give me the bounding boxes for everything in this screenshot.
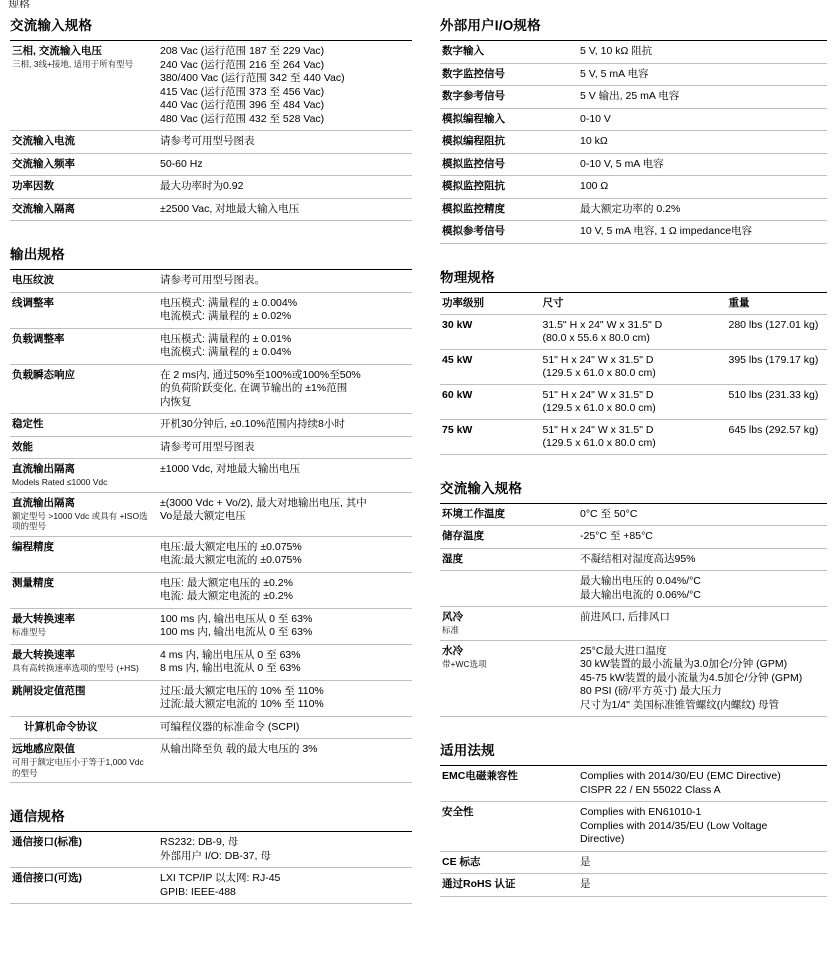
row-label <box>440 176 578 199</box>
row-value <box>158 198 412 221</box>
row-label-text: 交流输入频率 <box>12 157 75 170</box>
table-row <box>440 153 827 176</box>
row-label <box>10 292 158 328</box>
table-row <box>10 328 412 364</box>
table-row <box>440 384 827 419</box>
value-line: 请参考可用型号图表 <box>160 440 255 453</box>
row-value <box>158 328 412 364</box>
cell-power: 30 kW <box>440 314 541 349</box>
cell-dimensions <box>541 419 727 454</box>
row-value <box>578 131 827 154</box>
table-row <box>10 436 412 459</box>
row-label <box>440 41 578 64</box>
value-line: (129.5 x 61.0 x 80.0 cm) <box>542 436 656 449</box>
row-label-text: 环境工作温度 <box>442 507 505 520</box>
table-row <box>10 41 412 131</box>
row-label <box>10 459 158 493</box>
table-row <box>440 503 827 526</box>
row-label <box>440 640 578 717</box>
row-value <box>158 176 412 199</box>
row-value <box>158 41 412 131</box>
row-label-text: 风冷 <box>442 611 463 623</box>
row-label-text: 通信接口(可选) <box>12 872 82 884</box>
row-label <box>10 436 158 459</box>
row-label <box>10 644 158 680</box>
value-line: 80 PSI (磅/平方英寸) 最大压力 <box>580 685 722 697</box>
row-label-text: 电压纹波 <box>12 274 54 286</box>
row-value <box>578 63 827 86</box>
value-line: 是 <box>580 855 591 868</box>
table-row <box>440 314 827 349</box>
value-line: 0°C 至 50°C <box>580 507 638 520</box>
value-line: 电压模式: 满量程的 ± 0.004% <box>160 296 298 309</box>
row-label <box>10 131 158 154</box>
value-line: Complies with EN61010-1 <box>580 806 702 818</box>
table-row <box>10 832 412 868</box>
value-line: 30 kW装置的最小流量为3.0加仑/分钟 (GPM) <box>580 658 788 670</box>
row-label <box>10 739 158 783</box>
value-line: 内恢复 <box>160 395 192 408</box>
row-value <box>158 739 412 783</box>
value-line: 100 ms 内, 输出电流从 0 至 63% <box>160 626 313 638</box>
cell-weight <box>727 349 828 384</box>
table-row <box>440 108 827 131</box>
table-row <box>440 86 827 109</box>
table-header-row <box>440 292 827 314</box>
table-row <box>440 607 827 641</box>
value-line: (129.5 x 61.0 x 80.0 cm) <box>542 366 656 379</box>
row-label-text: 通过RoHS 认证 <box>442 878 516 890</box>
value-line: 可编程仪器的标准命令 (SCPI) <box>160 720 300 733</box>
value-line: LXI TCP/IP 以太网: RJ-45 <box>160 872 281 884</box>
table-row <box>10 536 412 572</box>
row-label-text: 湿度 <box>442 552 463 565</box>
value-line: 电压模式: 满量程的 ± 0.01% <box>160 332 292 345</box>
section-title-user-io: 外部用户I/O规格 <box>440 18 541 33</box>
row-value <box>578 221 827 244</box>
section-title-output: 输出规格 <box>10 247 65 262</box>
value-line: CISPR 22 / EN 55022 Class A <box>580 783 721 796</box>
table-row <box>440 419 827 454</box>
row-value <box>158 832 412 868</box>
row-value <box>158 414 412 437</box>
row-label <box>10 680 158 716</box>
value-line: 45-75 kW装置的最小流量为4.5加仑/分钟 (GPM) <box>580 671 803 684</box>
value-line: 在 2 ms内, 通过50%至100%或100%至50% <box>160 368 361 381</box>
row-value <box>578 198 827 221</box>
row-value <box>158 153 412 176</box>
value-line: 电流:最大额定电流的 ±0.075% <box>160 554 302 566</box>
row-label-text: 远地感应限值 <box>12 743 75 755</box>
row-value <box>578 503 827 526</box>
row-label-text: 最大转换速率 <box>12 648 75 661</box>
row-value <box>578 607 827 641</box>
row-label-sub: 标准 <box>442 625 460 635</box>
value-line: 5 V, 5 mA 电容 <box>580 67 649 80</box>
value-line: ±1000 Vdc, 对地最大输出电压 <box>160 463 300 475</box>
value-line: Vo是最大额定电压 <box>160 510 246 522</box>
row-value <box>158 270 412 293</box>
row-label-text: 直流输出隔离 <box>12 496 75 509</box>
value-line: 电压: 最大额定电压的 ±0.2% <box>160 576 293 589</box>
value-line: 5 V 输出, 25 mA 电容 <box>580 90 680 102</box>
value-line: (129.5 x 61.0 x 80.0 cm) <box>542 401 656 414</box>
row-value <box>578 802 827 852</box>
value-line: 尺寸为1/4" 美国标准锥管螺纹(内螺纹) 母管 <box>580 698 780 711</box>
value-line: 395 lbs (179.17 kg) <box>728 353 819 366</box>
row-value <box>578 766 827 802</box>
value-line: 从输出降至负 载的最大电压的 3% <box>160 743 318 755</box>
row-label-text: 线调整率 <box>12 296 54 309</box>
value-line: 51" H x 24" W x 31.5" D <box>542 423 654 436</box>
table-row <box>10 176 412 199</box>
row-label-text: 模拟监控阻抗 <box>442 180 505 192</box>
row-value <box>158 459 412 493</box>
column-header-power: 功率级别 <box>440 292 541 314</box>
table-row <box>10 270 412 293</box>
row-value <box>158 644 412 680</box>
row-value <box>158 536 412 572</box>
table-regulatory-spec <box>440 765 827 897</box>
table-row <box>440 198 827 221</box>
row-label <box>440 503 578 526</box>
row-value <box>578 176 827 199</box>
section-title-environment: 交流输入规格 <box>440 480 523 496</box>
value-line: 50-60 Hz <box>160 157 203 170</box>
row-label <box>10 572 158 608</box>
cell-power: 45 kW <box>440 349 541 384</box>
row-label <box>440 766 578 802</box>
table-row <box>10 292 412 328</box>
row-label-text: 模拟编程阻抗 <box>442 135 505 147</box>
row-label-text: 数字输入 <box>442 45 484 57</box>
row-label-text: 三相, 交流输入电压 <box>12 45 102 57</box>
cell-dimensions <box>541 349 727 384</box>
table-row <box>10 414 412 437</box>
row-label <box>440 571 578 607</box>
row-label-text: 负载瞬态响应 <box>12 368 75 381</box>
value-line: 25°C最大进口温度 <box>580 644 667 657</box>
value-line: 过压:最大额定电压的 10% 至 110% <box>160 684 324 697</box>
value-line: -25°C 至 +85°C <box>580 530 653 542</box>
value-line: 415 Vac (运行范围 373 至 456 Vac) <box>160 85 325 98</box>
value-line: 51" H x 24" W x 31.5" D <box>542 353 654 366</box>
row-value <box>158 492 412 536</box>
value-line: 380/400 Vac (运行范围 342 至 440 Vac) <box>160 72 345 84</box>
row-label-text: 水冷 <box>442 644 463 657</box>
value-line: 电流模式: 满量程的 ± 0.02% <box>160 310 292 322</box>
value-line: 最大输出电压的 0.04%/°C <box>580 575 701 587</box>
row-value <box>578 41 827 64</box>
value-line: 480 Vac (运行范围 432 至 528 Vac) <box>160 112 325 125</box>
row-label <box>10 716 158 739</box>
row-value <box>578 153 827 176</box>
value-line: 280 lbs (127.01 kg) <box>728 318 819 331</box>
cell-weight <box>727 314 828 349</box>
value-line: (80.0 x 55.6 x 80.0 cm) <box>542 331 650 344</box>
row-label-sub: 具有高转换速率选项的型号 (+HS) <box>12 662 139 673</box>
row-label <box>10 868 158 904</box>
value-line: 10 kΩ <box>580 135 608 147</box>
value-line: Directive) <box>580 833 625 845</box>
row-label <box>440 63 578 86</box>
value-line: 过流:最大额定电流的 10% 至 110% <box>160 698 324 710</box>
table-row <box>10 459 412 493</box>
row-label <box>440 131 578 154</box>
row-label-text: 测量精度 <box>12 576 54 589</box>
table-row <box>10 364 412 414</box>
value-line: 开机30分钟后, ±0.10%范围内持续8小时 <box>160 418 345 430</box>
row-value <box>158 716 412 739</box>
row-label <box>10 364 158 414</box>
table-row <box>10 739 412 783</box>
table-row <box>10 680 412 716</box>
row-label <box>440 198 578 221</box>
table-row <box>440 766 827 802</box>
table-row <box>440 802 827 852</box>
row-label-text: 编程精度 <box>12 540 54 553</box>
row-value <box>578 108 827 131</box>
table-row <box>440 41 827 64</box>
table-row <box>10 716 412 739</box>
row-label-text: 模拟编程输入 <box>442 112 505 125</box>
cell-weight <box>727 384 828 419</box>
row-label-sub: 带+WC选项 <box>442 658 487 669</box>
table-row <box>440 349 827 384</box>
table-row <box>10 608 412 644</box>
value-line: 最大功率时为0.92 <box>160 180 244 192</box>
column-header-weight: 重量 <box>727 292 828 314</box>
table-row <box>440 640 827 717</box>
row-label <box>440 802 578 852</box>
table-row <box>440 571 827 607</box>
table-row <box>440 176 827 199</box>
value-line: 240 Vac (运行范围 216 至 264 Vac) <box>160 58 325 71</box>
row-label <box>10 536 158 572</box>
table-row <box>440 548 827 571</box>
row-label <box>440 108 578 131</box>
cell-dimensions <box>541 384 727 419</box>
row-label <box>440 851 578 874</box>
row-value <box>578 571 827 607</box>
row-label-sub: 额定型号 >1000 Vdc 或具有 +ISO选项的型号 <box>12 510 148 531</box>
row-value <box>578 86 827 109</box>
row-value <box>158 608 412 644</box>
cell-power: 60 kW <box>440 384 541 419</box>
row-value <box>158 364 412 414</box>
table-user-io-spec <box>440 40 827 244</box>
column-header-dimensions: 尺寸 <box>541 292 727 314</box>
row-value <box>158 292 412 328</box>
table-row <box>10 868 412 904</box>
row-label-sub: Models Rated ≤1000 Vdc <box>12 477 108 487</box>
row-label <box>440 221 578 244</box>
table-output-spec <box>10 269 412 783</box>
row-label <box>10 176 158 199</box>
table-row <box>10 131 412 154</box>
value-line: GPIB: IEEE-488 <box>160 885 236 898</box>
row-label <box>10 198 158 221</box>
row-value <box>578 851 827 874</box>
table-row <box>10 198 412 221</box>
page-header-partial: 规格 <box>8 0 30 8</box>
value-line: ±2500 Vac, 对地最大输入电压 <box>160 202 300 215</box>
row-label-text: 安全性 <box>442 806 474 818</box>
table-environment-spec <box>440 503 827 718</box>
value-line: 是 <box>580 878 591 890</box>
row-label-sub: 标准型号 <box>12 626 47 637</box>
table-physical-spec <box>440 292 827 455</box>
row-label <box>10 270 158 293</box>
value-line: 100 ms 内, 输出电压从 0 至 63% <box>160 612 313 625</box>
row-label-text: EMC电磁兼容性 <box>442 770 518 782</box>
row-label-text: 功率因数 <box>12 180 54 192</box>
row-label-text: 计算机命令协议 <box>24 720 98 733</box>
value-line: Complies with 2014/30/EU (EMC Directive) <box>580 770 781 782</box>
table-row <box>10 644 412 680</box>
value-line: 外部用户 I/O: DB-37, 母 <box>160 849 271 862</box>
row-value <box>158 868 412 904</box>
row-label <box>10 608 158 644</box>
cell-dimensions <box>541 314 727 349</box>
table-row <box>440 874 827 897</box>
table-row <box>440 851 827 874</box>
row-label-sub: 可用于额定电压小于等于1,000 Vdc的型号 <box>12 757 144 778</box>
row-value <box>578 526 827 549</box>
row-label <box>440 607 578 641</box>
table-row <box>440 63 827 86</box>
section-title-physical: 物理规格 <box>440 269 495 285</box>
value-line: 645 lbs (292.57 kg) <box>728 423 819 436</box>
value-line: 请参考可用型号图表。 <box>160 274 265 286</box>
row-label-text: 效能 <box>12 440 33 453</box>
table-row <box>10 153 412 176</box>
row-value <box>578 548 827 571</box>
row-value <box>158 680 412 716</box>
value-line: 31.5" H x 24" W x 31.5" D <box>542 318 663 331</box>
right-column <box>430 14 839 904</box>
value-line: RS232: DB-9, 母 <box>160 836 239 848</box>
row-label <box>10 492 158 536</box>
table-ac-input-spec <box>10 40 412 221</box>
row-value <box>578 874 827 897</box>
row-label <box>440 153 578 176</box>
row-label-text: 模拟参考信号 <box>442 225 505 237</box>
row-label-sub: 三相, 3线+接地, 适用于所有型号 <box>12 59 134 69</box>
row-label-text: 最大转换速率 <box>12 612 75 625</box>
value-line: 电流: 最大额定电流的 ±0.2% <box>160 590 293 602</box>
value-line: Complies with 2014/35/EU (Low Voltage <box>580 819 768 832</box>
table-row <box>440 131 827 154</box>
section-title-communication: 通信规格 <box>10 809 65 824</box>
value-line: 510 lbs (231.33 kg) <box>728 388 819 401</box>
value-line: 100 Ω <box>580 180 609 192</box>
two-column-layout <box>0 14 839 904</box>
value-line: 的负荷阶跃变化, 在调节输出的 ±1%范围 <box>160 382 348 394</box>
value-line: 最大额定功率的 0.2% <box>580 202 681 215</box>
row-label-text: 储存温度 <box>442 530 484 542</box>
value-line: 前进风口, 后排风口 <box>580 611 670 623</box>
row-label-text: 直流输出隔离 <box>12 463 75 475</box>
row-label <box>10 832 158 868</box>
left-column <box>0 14 430 904</box>
value-line: 0-10 V <box>580 112 611 125</box>
row-label-text: 交流输入电流 <box>12 135 75 147</box>
row-label <box>440 86 578 109</box>
value-line: 请参考可用型号图表 <box>160 135 255 147</box>
table-row <box>440 221 827 244</box>
row-label-text: 通信接口(标准) <box>12 836 82 848</box>
row-label <box>440 874 578 897</box>
row-label <box>10 41 158 131</box>
value-line: 电流模式: 满量程的 ± 0.04% <box>160 346 292 358</box>
row-label-text: 模拟监控精度 <box>442 202 505 215</box>
row-label <box>10 328 158 364</box>
value-line: 5 V, 10 kΩ 阻抗 <box>580 45 653 57</box>
row-value <box>158 572 412 608</box>
row-label <box>10 414 158 437</box>
row-value <box>578 640 827 717</box>
row-label-text: CE 标志 <box>442 855 481 868</box>
value-line: 0-10 V, 5 mA 电容 <box>580 157 664 170</box>
value-line: 4 ms 内, 输出电压从 0 至 63% <box>160 648 301 661</box>
row-label <box>440 548 578 571</box>
row-value <box>158 131 412 154</box>
value-line: 51" H x 24" W x 31.5" D <box>542 388 654 401</box>
row-label-text: 交流输入隔离 <box>12 202 75 215</box>
cell-power: 75 kW <box>440 419 541 454</box>
table-row <box>10 492 412 536</box>
value-line: 208 Vac (运行范围 187 至 229 Vac) <box>160 45 325 57</box>
row-label <box>10 153 158 176</box>
value-line: 最大输出电流的 0.06%/°C <box>580 588 701 601</box>
row-label-text: 数字参考信号 <box>442 90 505 102</box>
row-label-text: 负载调整率 <box>12 332 65 345</box>
value-line: 440 Vac (运行范围 396 至 484 Vac) <box>160 99 325 111</box>
table-row <box>440 526 827 549</box>
value-line: 8 ms 内, 输出电流从 0 至 63% <box>160 662 301 674</box>
value-line: 不凝结相对湿度高达95% <box>580 552 696 565</box>
section-title-regulatory: 适用法规 <box>440 743 495 758</box>
value-line: ±(3000 Vdc + Vo/2), 最大对地输出电压, 其中 <box>160 496 367 509</box>
cell-weight <box>727 419 828 454</box>
value-line: 电压:最大额定电压的 ±0.075% <box>160 540 302 553</box>
table-row <box>10 572 412 608</box>
section-title-ac-input: 交流输入规格 <box>10 18 93 33</box>
value-line: 10 V, 5 mA 电容, 1 Ω impedance电容 <box>580 225 753 237</box>
row-label-text: 模拟监控信号 <box>442 157 505 170</box>
row-label-text: 稳定性 <box>12 418 44 430</box>
row-label <box>440 526 578 549</box>
row-label-text: 数字监控信号 <box>442 67 505 80</box>
table-communication-spec <box>10 831 412 904</box>
row-label-text: 跳闸设定值范围 <box>12 684 86 697</box>
row-value <box>158 436 412 459</box>
